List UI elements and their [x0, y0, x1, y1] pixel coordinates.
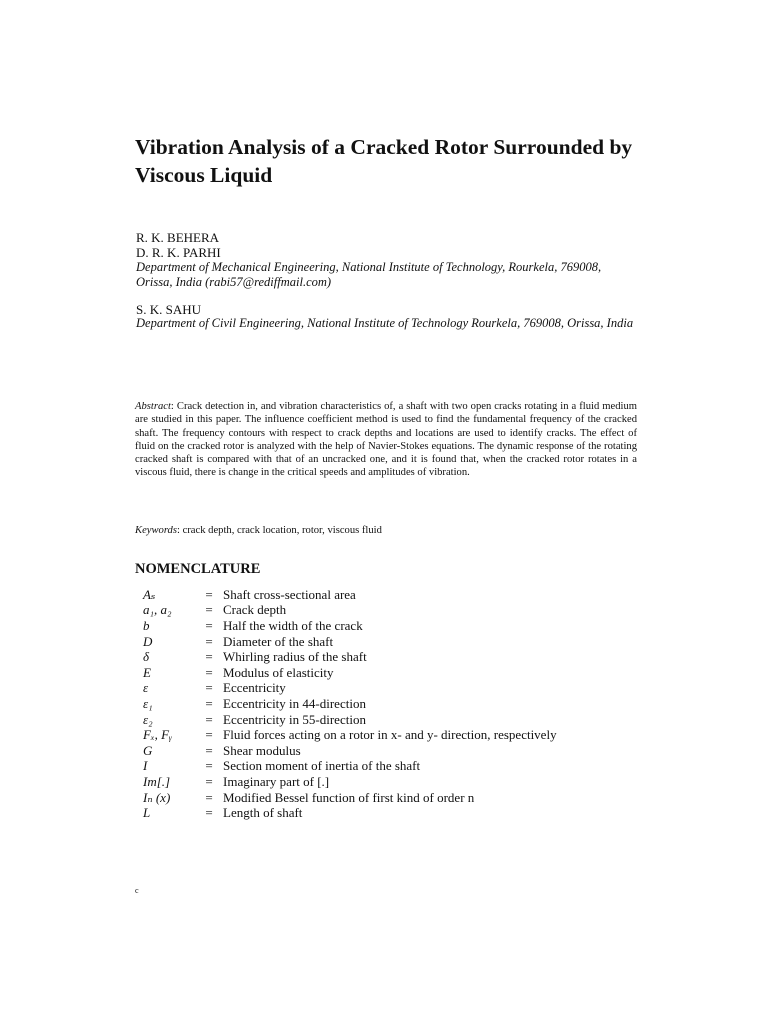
- equals-sign: =: [205, 617, 213, 633]
- nomenclature-definition: Half the width of the crack: [223, 617, 363, 633]
- nomenclature-symbol: Aₛ: [143, 586, 156, 602]
- equals-sign: =: [205, 789, 213, 805]
- paper-title: Vibration Analysis of a Cracked Rotor Surrounded by Viscous Liquid: [135, 135, 633, 187]
- equals-sign: =: [205, 805, 213, 821]
- nomenclature-row: [143, 790, 623, 806]
- keywords: [135, 525, 382, 536]
- equals-sign: =: [205, 727, 213, 743]
- nomenclature-row: [143, 603, 623, 619]
- nomenclature-table: [143, 587, 623, 821]
- nomenclature-row: [143, 696, 623, 712]
- abstract-label: Abstract: [135, 401, 171, 412]
- nomenclature-definition: Section moment of inertia of the shaft: [223, 758, 421, 774]
- nomenclature-row: [143, 665, 623, 681]
- nomenclature-symbol: ε₁: [143, 695, 153, 711]
- nomenclature-row: [143, 774, 623, 790]
- nomenclature-definition: Shaft cross-sectional area: [223, 586, 356, 602]
- nomenclature-symbol: E: [143, 664, 151, 680]
- nomenclature-definition: Modulus of elasticity: [223, 664, 334, 680]
- nomenclature-definition: Crack depth: [223, 602, 287, 618]
- nomenclature-row: [143, 805, 623, 821]
- equals-sign: =: [205, 773, 213, 789]
- equals-sign: =: [205, 664, 213, 680]
- nomenclature-symbol: Iₙ (x): [143, 789, 171, 805]
- equals-sign: =: [205, 680, 213, 696]
- nomenclature-symbol: b: [143, 617, 150, 633]
- nomenclature-row: [143, 759, 623, 775]
- nomenclature-symbol: a₁, a₂: [143, 602, 172, 618]
- author-2: D. R. K. PARHI: [136, 245, 221, 260]
- nomenclature-symbol: Im[.]: [143, 773, 171, 789]
- nomenclature-definition: Fluid forces acting on a rotor in x- and y- direction, respectively: [223, 727, 557, 743]
- abstract: [135, 400, 637, 480]
- footnote-mark: c: [135, 886, 139, 895]
- nomenclature-row: [143, 649, 623, 665]
- nomenclature-definition: Length of shaft: [223, 805, 303, 821]
- keywords-text: crack depth, crack location, rotor, viscous fluid: [182, 525, 382, 536]
- equals-sign: =: [205, 633, 213, 649]
- equals-sign: =: [205, 742, 213, 758]
- nomenclature-row: [143, 743, 623, 759]
- nomenclature-definition: Eccentricity in 55-direction: [223, 711, 366, 727]
- author-1: R. K. BEHERA: [136, 230, 220, 245]
- nomenclature-symbol: Fₓ, Fᵧ: [143, 727, 173, 743]
- nomenclature-row: [143, 712, 623, 728]
- nomenclature-symbol: ε: [143, 680, 149, 696]
- keywords-label: Keywords: [135, 525, 177, 536]
- nomenclature-definition: Modified Bessel function of first kind of order n: [223, 789, 475, 805]
- author-3: S. K. SAHU: [136, 302, 202, 317]
- affiliation-1: Department of Mechanical Engineering, National Institute of Technology, Rourkela, 769008, Orissa, India (rabi57@rediffmail.com): [136, 260, 602, 289]
- nomenclature-row: [143, 634, 623, 650]
- equals-sign: =: [205, 586, 213, 602]
- nomenclature-row: [143, 681, 623, 697]
- nomenclature-symbol: δ: [143, 649, 150, 665]
- nomenclature-definition: Imaginary part of [.]: [223, 773, 330, 789]
- nomenclature-row: [143, 587, 623, 603]
- keywords-colon: :: [176, 525, 183, 536]
- nomenclature-definition: Eccentricity in 44-direction: [223, 695, 366, 711]
- nomenclature-symbol: ε₂: [143, 711, 153, 727]
- nomenclature-definition: Diameter of the shaft: [223, 633, 334, 649]
- nomenclature-definition: Shear modulus: [223, 742, 301, 758]
- abstract-text: Crack detection in, and vibration characteristics of, a shaft with two open cracks rotating in a fluid medium are studied in this paper. The influence coefficient method is used to find the fundamental frequency of the cracked shaft. The frequency contours with respect to crack depths and locations are used to identify cracks. The effect of fluid on the cracked rotor is analyzed with the help of Navier-Stokes equations. The dynamic response of the rotating cracked shaft is compared with that of an uncracked one, and it is found that, when the cracked rotor rotates in a viscous fluid, there is change in the critical speeds and amplitudes of vibration.: [135, 401, 638, 479]
- equals-sign: =: [205, 711, 213, 727]
- nomenclature-row: [143, 618, 623, 634]
- equals-sign: =: [205, 602, 213, 618]
- equals-sign: =: [205, 695, 213, 711]
- nomenclature-heading: NOMENCLATURE: [135, 561, 261, 577]
- nomenclature-definition: Eccentricity: [223, 680, 286, 696]
- nomenclature-symbol: I: [143, 758, 148, 774]
- equals-sign: =: [205, 649, 213, 665]
- nomenclature-symbol: D: [143, 633, 153, 649]
- abstract-colon: :: [170, 401, 177, 412]
- nomenclature-row: [143, 727, 623, 743]
- nomenclature-symbol: G: [143, 742, 153, 758]
- nomenclature-symbol: L: [143, 805, 151, 821]
- equals-sign: =: [205, 758, 213, 774]
- nomenclature-definition: Whirling radius of the shaft: [223, 649, 367, 665]
- affiliation-2: Department of Civil Engineering, National Institute of Technology Rourkela, 769008, Orissa, India: [136, 316, 634, 330]
